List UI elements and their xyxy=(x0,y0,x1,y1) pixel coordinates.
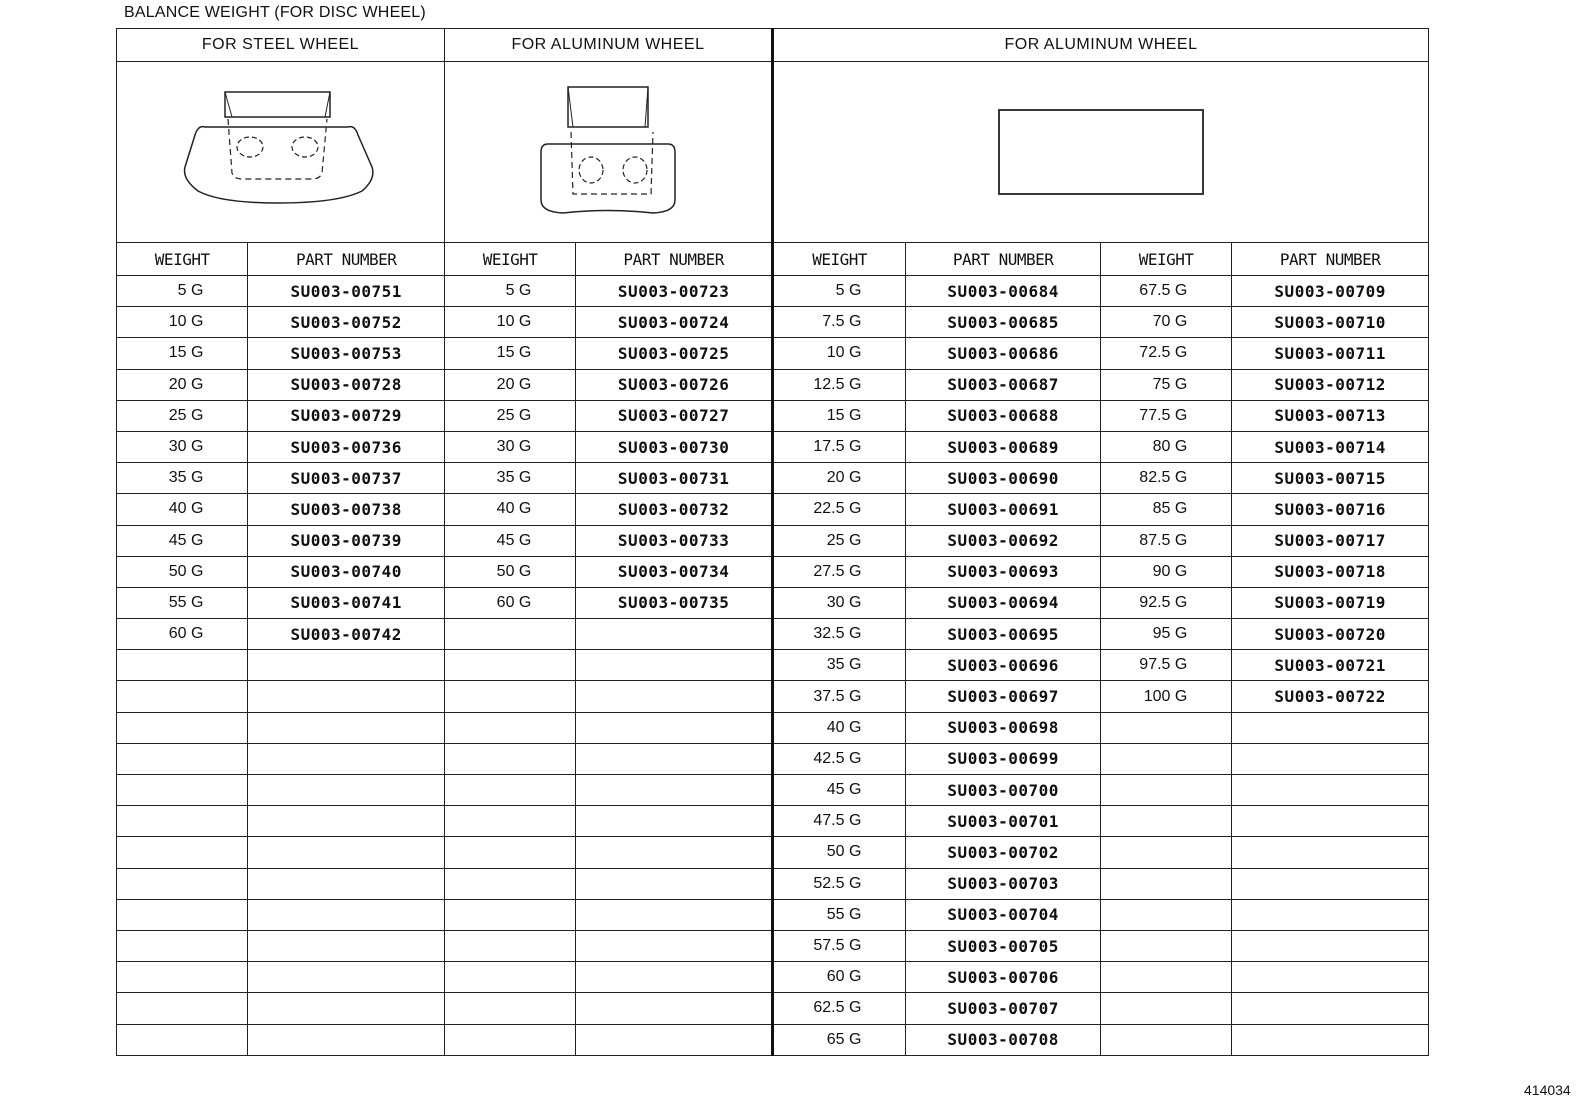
section-aluminum-wheel-clip: FOR ALUMINUM WHEEL xyxy=(444,29,772,62)
alu-clip-weight-cell: 40 G xyxy=(444,494,575,525)
alu-adhesive-b-weight-cell xyxy=(1100,775,1231,806)
steel-weight-cell: 5 G xyxy=(117,276,248,307)
alu-clip-weight-cell xyxy=(444,619,575,650)
steel-weight-cell xyxy=(117,837,248,868)
alu-adhesive-a-weight-cell: 30 G xyxy=(772,587,905,618)
alu-adhesive-b-weight-cell: 80 G xyxy=(1100,431,1231,462)
table-row xyxy=(117,619,1429,650)
table-row xyxy=(117,681,1429,712)
steel-weight-cell xyxy=(117,806,248,837)
alu-adhesive-a-weight-cell: 12.5 G xyxy=(772,369,905,400)
alu-adhesive-a-weight-cell: 42.5 G xyxy=(772,743,905,774)
alu-adhesive-a-part-number-cell: SU003-00702 xyxy=(906,837,1101,868)
alu-adhesive-b-part-number-cell: SU003-00721 xyxy=(1232,650,1429,681)
steel-part-number-cell xyxy=(248,899,445,930)
balance-weight-table xyxy=(116,28,1429,1056)
alu-adhesive-b-weight-cell xyxy=(1100,743,1231,774)
alu-adhesive-a-part-number-cell: SU003-00698 xyxy=(906,712,1101,743)
alu-adhesive-b-part-number-cell: SU003-00714 xyxy=(1232,431,1429,462)
steel-weight-cell: 45 G xyxy=(117,525,248,556)
steel-weight-cell xyxy=(117,650,248,681)
alu-adhesive-b-part-number-cell: SU003-00717 xyxy=(1232,525,1429,556)
table-row xyxy=(117,837,1429,868)
steel-weight-cell xyxy=(117,712,248,743)
steel-weight-cell xyxy=(117,681,248,712)
alu-clip-weight-cell: 35 G xyxy=(444,463,575,494)
alu-clip-part-number-cell: SU003-00730 xyxy=(576,431,773,462)
alu-adhesive-b-part-number-cell: SU003-00713 xyxy=(1232,400,1429,431)
alu-clip-part-number-cell xyxy=(576,681,773,712)
alu-clip-weight-cell: 45 G xyxy=(444,525,575,556)
table-row xyxy=(117,400,1429,431)
col-header-alu-adhesive-part-number-a: PART NUMBER xyxy=(906,243,1101,276)
table-row xyxy=(117,431,1429,462)
alu-adhesive-a-weight-cell: 10 G xyxy=(772,338,905,369)
alu-clip-weight-cell: 20 G xyxy=(444,369,575,400)
alu-adhesive-a-part-number-cell: SU003-00686 xyxy=(906,338,1101,369)
alu-clip-part-number-cell: SU003-00733 xyxy=(576,525,773,556)
table-row xyxy=(117,556,1429,587)
table-row xyxy=(117,587,1429,618)
alu-adhesive-b-weight-cell: 100 G xyxy=(1100,681,1231,712)
alu-adhesive-a-part-number-cell: SU003-00689 xyxy=(906,431,1101,462)
alu-clip-weight-cell: 30 G xyxy=(444,431,575,462)
alu-adhesive-b-part-number-cell: SU003-00710 xyxy=(1232,307,1429,338)
steel-part-number-cell xyxy=(248,806,445,837)
alu-adhesive-b-weight-cell xyxy=(1100,806,1231,837)
alu-adhesive-a-weight-cell: 45 G xyxy=(772,775,905,806)
alu-adhesive-a-part-number-cell: SU003-00701 xyxy=(906,806,1101,837)
col-header-alu-clip-weight: WEIGHT xyxy=(444,243,575,276)
alu-clip-weight-cell: 50 G xyxy=(444,556,575,587)
alu-clip-part-number-cell xyxy=(576,899,773,930)
alu-adhesive-a-part-number-cell: SU003-00697 xyxy=(906,681,1101,712)
steel-part-number-cell: SU003-00736 xyxy=(248,431,445,462)
alu-adhesive-b-part-number-cell xyxy=(1232,899,1429,930)
alu-clip-weight-cell xyxy=(444,681,575,712)
section-steel-wheel: FOR STEEL WHEEL xyxy=(117,29,445,62)
alu-adhesive-a-part-number-cell: SU003-00684 xyxy=(906,276,1101,307)
alu-clip-weight-cell xyxy=(444,712,575,743)
table-row xyxy=(117,743,1429,774)
alu-adhesive-a-weight-cell: 7.5 G xyxy=(772,307,905,338)
steel-part-number-cell: SU003-00751 xyxy=(248,276,445,307)
alu-adhesive-a-part-number-cell: SU003-00688 xyxy=(906,400,1101,431)
steel-weight-cell: 55 G xyxy=(117,587,248,618)
alu-adhesive-b-weight-cell: 90 G xyxy=(1100,556,1231,587)
alu-clip-weight-cell xyxy=(444,806,575,837)
steel-part-number-cell: SU003-00729 xyxy=(248,400,445,431)
alu-clip-part-number-cell xyxy=(576,993,773,1024)
alu-adhesive-b-part-number-cell: SU003-00716 xyxy=(1232,494,1429,525)
alu-adhesive-b-part-number-cell xyxy=(1232,806,1429,837)
alu-adhesive-b-weight-cell: 87.5 G xyxy=(1100,525,1231,556)
alu-adhesive-b-part-number-cell: SU003-00711 xyxy=(1232,338,1429,369)
steel-part-number-cell: SU003-00737 xyxy=(248,463,445,494)
table-row xyxy=(117,899,1429,930)
table-row xyxy=(117,276,1429,307)
alu-adhesive-b-weight-cell xyxy=(1100,899,1231,930)
alu-clip-weight-cell xyxy=(444,868,575,899)
alu-adhesive-b-part-number-cell: SU003-00720 xyxy=(1232,619,1429,650)
steel-weight-cell xyxy=(117,868,248,899)
steel-weight-cell xyxy=(117,743,248,774)
alu-adhesive-a-part-number-cell: SU003-00699 xyxy=(906,743,1101,774)
col-header-alu-adhesive-part-number-b: PART NUMBER xyxy=(1232,243,1429,276)
alu-adhesive-a-weight-cell: 32.5 G xyxy=(772,619,905,650)
alu-adhesive-a-part-number-cell: SU003-00693 xyxy=(906,556,1101,587)
figure-number: 414034 xyxy=(1524,1082,1571,1098)
alu-adhesive-a-part-number-cell: SU003-00703 xyxy=(906,868,1101,899)
steel-weight-cell: 35 G xyxy=(117,463,248,494)
alu-clip-part-number-cell xyxy=(576,962,773,993)
alu-clip-part-number-cell xyxy=(576,837,773,868)
alu-adhesive-a-weight-cell: 57.5 G xyxy=(772,930,905,961)
steel-part-number-cell xyxy=(248,993,445,1024)
table-row xyxy=(117,494,1429,525)
steel-part-number-cell xyxy=(248,681,445,712)
alu-clip-weight-cell: 10 G xyxy=(444,307,575,338)
alu-clip-weight-cell xyxy=(444,650,575,681)
alu-clip-part-number-cell: SU003-00725 xyxy=(576,338,773,369)
col-header-alu-clip-part-number: PART NUMBER xyxy=(576,243,773,276)
alu-clip-part-number-cell xyxy=(576,930,773,961)
steel-part-number-cell xyxy=(248,1024,445,1055)
col-header-alu-adhesive-weight-a: WEIGHT xyxy=(772,243,905,276)
steel-weight-cell: 60 G xyxy=(117,619,248,650)
alu-adhesive-a-weight-cell: 15 G xyxy=(772,400,905,431)
alu-adhesive-b-part-number-cell: SU003-00715 xyxy=(1232,463,1429,494)
col-header-steel-part-number: PART NUMBER xyxy=(248,243,445,276)
alu-adhesive-b-weight-cell: 75 G xyxy=(1100,369,1231,400)
steel-weight-cell: 40 G xyxy=(117,494,248,525)
steel-weight-cell: 50 G xyxy=(117,556,248,587)
alu-clip-weight-cell: 25 G xyxy=(444,400,575,431)
steel-part-number-cell: SU003-00739 xyxy=(248,525,445,556)
steel-part-number-cell xyxy=(248,868,445,899)
page-title: BALANCE WEIGHT (FOR DISC WHEEL) xyxy=(124,4,426,21)
alu-clip-part-number-cell xyxy=(576,868,773,899)
alu-clip-weight-cell xyxy=(444,962,575,993)
steel-part-number-cell xyxy=(248,775,445,806)
steel-part-number-cell xyxy=(248,650,445,681)
alu-clip-part-number-cell xyxy=(576,806,773,837)
table-row xyxy=(117,962,1429,993)
table-row xyxy=(117,806,1429,837)
alu-clip-part-number-cell xyxy=(576,775,773,806)
alu-adhesive-b-part-number-cell xyxy=(1232,962,1429,993)
alu-clip-part-number-cell: SU003-00735 xyxy=(576,587,773,618)
table-row xyxy=(117,930,1429,961)
alu-clip-part-number-cell: SU003-00731 xyxy=(576,463,773,494)
alu-clip-weight-cell: 60 G xyxy=(444,587,575,618)
steel-weight-cell: 15 G xyxy=(117,338,248,369)
alu-adhesive-a-weight-cell: 55 G xyxy=(772,899,905,930)
alu-adhesive-a-weight-cell: 60 G xyxy=(772,962,905,993)
alu-adhesive-b-weight-cell xyxy=(1100,712,1231,743)
alu-adhesive-b-part-number-cell xyxy=(1232,743,1429,774)
alu-adhesive-b-part-number-cell: SU003-00719 xyxy=(1232,587,1429,618)
section-aluminum-wheel-adhesive: FOR ALUMINUM WHEEL xyxy=(772,29,1428,62)
alu-adhesive-a-weight-cell: 22.5 G xyxy=(772,494,905,525)
steel-part-number-cell: SU003-00740 xyxy=(248,556,445,587)
steel-weight-cell xyxy=(117,930,248,961)
alu-adhesive-a-part-number-cell: SU003-00705 xyxy=(906,930,1101,961)
alu-clip-part-number-cell xyxy=(576,712,773,743)
alu-adhesive-b-weight-cell: 82.5 G xyxy=(1100,463,1231,494)
alu-clip-weight-cell: 5 G xyxy=(444,276,575,307)
steel-part-number-cell xyxy=(248,962,445,993)
steel-part-number-cell: SU003-00741 xyxy=(248,587,445,618)
alu-clip-weight-cell: 15 G xyxy=(444,338,575,369)
steel-weight-cell xyxy=(117,1024,248,1055)
alu-clip-part-number-cell xyxy=(576,619,773,650)
alu-adhesive-b-part-number-cell xyxy=(1232,1024,1429,1055)
alu-clip-weight-cell xyxy=(444,993,575,1024)
alu-adhesive-b-part-number-cell xyxy=(1232,868,1429,899)
alu-adhesive-a-weight-cell: 27.5 G xyxy=(772,556,905,587)
col-header-steel-weight: WEIGHT xyxy=(117,243,248,276)
steel-weight-cell xyxy=(117,899,248,930)
alu-adhesive-a-part-number-cell: SU003-00687 xyxy=(906,369,1101,400)
alu-adhesive-a-weight-cell: 50 G xyxy=(772,837,905,868)
steel-weight-cell xyxy=(117,993,248,1024)
alu-adhesive-b-weight-cell xyxy=(1100,993,1231,1024)
alu-adhesive-a-weight-cell: 5 G xyxy=(772,276,905,307)
alu-clip-weight-cell xyxy=(444,899,575,930)
table-row xyxy=(117,775,1429,806)
table-row xyxy=(117,338,1429,369)
table-row xyxy=(117,1024,1429,1055)
alu-adhesive-a-part-number-cell: SU003-00691 xyxy=(906,494,1101,525)
alu-adhesive-a-weight-cell: 52.5 G xyxy=(772,868,905,899)
steel-weight-cell: 30 G xyxy=(117,431,248,462)
steel-part-number-cell: SU003-00752 xyxy=(248,307,445,338)
steel-part-number-cell: SU003-00753 xyxy=(248,338,445,369)
alu-clip-weight-cell xyxy=(444,743,575,774)
alu-adhesive-b-weight-cell: 95 G xyxy=(1100,619,1231,650)
steel-weight-cell xyxy=(117,775,248,806)
alu-adhesive-a-part-number-cell: SU003-00696 xyxy=(906,650,1101,681)
alu-adhesive-b-part-number-cell xyxy=(1232,993,1429,1024)
alu-adhesive-a-part-number-cell: SU003-00707 xyxy=(906,993,1101,1024)
alu-clip-part-number-cell: SU003-00734 xyxy=(576,556,773,587)
alu-adhesive-b-weight-cell xyxy=(1100,837,1231,868)
adhesive-weight-icon xyxy=(991,102,1211,202)
alu-adhesive-a-weight-cell: 65 G xyxy=(772,1024,905,1055)
steel-weight-cell: 10 G xyxy=(117,307,248,338)
alu-adhesive-b-part-number-cell xyxy=(1232,837,1429,868)
alu-adhesive-a-part-number-cell: SU003-00694 xyxy=(906,587,1101,618)
alu-adhesive-a-part-number-cell: SU003-00706 xyxy=(906,962,1101,993)
alu-clip-part-number-cell: SU003-00727 xyxy=(576,400,773,431)
alu-adhesive-a-weight-cell: 35 G xyxy=(772,650,905,681)
alu-adhesive-a-part-number-cell: SU003-00700 xyxy=(906,775,1101,806)
alu-adhesive-b-part-number-cell: SU003-00712 xyxy=(1232,369,1429,400)
table-row xyxy=(117,525,1429,556)
alu-clip-part-number-cell: SU003-00726 xyxy=(576,369,773,400)
alu-adhesive-a-weight-cell: 20 G xyxy=(772,463,905,494)
table-row xyxy=(117,868,1429,899)
alu-adhesive-b-weight-cell: 67.5 G xyxy=(1100,276,1231,307)
aluminum-clip-weight-illustration xyxy=(444,62,772,243)
table-row xyxy=(117,307,1429,338)
alu-adhesive-b-weight-cell xyxy=(1100,930,1231,961)
alu-adhesive-b-part-number-cell: SU003-00709 xyxy=(1232,276,1429,307)
alu-adhesive-a-weight-cell: 62.5 G xyxy=(772,993,905,1024)
alu-adhesive-a-weight-cell: 47.5 G xyxy=(772,806,905,837)
alu-clip-weight-cell xyxy=(444,775,575,806)
alu-adhesive-b-weight-cell: 77.5 G xyxy=(1100,400,1231,431)
steel-weight-cell: 20 G xyxy=(117,369,248,400)
col-header-alu-adhesive-weight-b: WEIGHT xyxy=(1100,243,1231,276)
alu-adhesive-b-weight-cell: 97.5 G xyxy=(1100,650,1231,681)
alu-adhesive-b-part-number-cell xyxy=(1232,775,1429,806)
alu-adhesive-a-part-number-cell: SU003-00692 xyxy=(906,525,1101,556)
steel-clip-weight-icon xyxy=(180,87,380,217)
alu-clip-part-number-cell: SU003-00724 xyxy=(576,307,773,338)
table-row xyxy=(117,712,1429,743)
alu-clip-weight-cell xyxy=(444,837,575,868)
alu-adhesive-b-weight-cell: 92.5 G xyxy=(1100,587,1231,618)
steel-weight-cell: 25 G xyxy=(117,400,248,431)
alu-clip-part-number-cell xyxy=(576,650,773,681)
alu-clip-part-number-cell: SU003-00732 xyxy=(576,494,773,525)
alu-adhesive-b-weight-cell: 70 G xyxy=(1100,307,1231,338)
steel-part-number-cell xyxy=(248,837,445,868)
alu-adhesive-b-part-number-cell: SU003-00718 xyxy=(1232,556,1429,587)
alu-adhesive-a-part-number-cell: SU003-00708 xyxy=(906,1024,1101,1055)
alu-adhesive-a-part-number-cell: SU003-00695 xyxy=(906,619,1101,650)
alu-clip-part-number-cell: SU003-00723 xyxy=(576,276,773,307)
alu-adhesive-b-weight-cell xyxy=(1100,962,1231,993)
alu-clip-part-number-cell xyxy=(576,743,773,774)
steel-part-number-cell xyxy=(248,930,445,961)
table-row xyxy=(117,993,1429,1024)
alu-adhesive-a-part-number-cell: SU003-00685 xyxy=(906,307,1101,338)
alu-adhesive-b-weight-cell xyxy=(1100,1024,1231,1055)
table-row xyxy=(117,369,1429,400)
alu-adhesive-a-weight-cell: 25 G xyxy=(772,525,905,556)
steel-part-number-cell xyxy=(248,712,445,743)
alu-adhesive-a-weight-cell: 40 G xyxy=(772,712,905,743)
alu-adhesive-a-weight-cell: 17.5 G xyxy=(772,431,905,462)
alu-adhesive-b-weight-cell xyxy=(1100,868,1231,899)
steel-weight-cell xyxy=(117,962,248,993)
alu-clip-weight-cell xyxy=(444,930,575,961)
alu-adhesive-b-part-number-cell xyxy=(1232,930,1429,961)
steel-part-number-cell: SU003-00742 xyxy=(248,619,445,650)
alu-adhesive-a-weight-cell: 37.5 G xyxy=(772,681,905,712)
aluminum-clip-weight-icon xyxy=(533,82,683,222)
alu-adhesive-b-weight-cell: 85 G xyxy=(1100,494,1231,525)
alu-adhesive-b-part-number-cell xyxy=(1232,712,1429,743)
alu-adhesive-a-part-number-cell: SU003-00704 xyxy=(906,899,1101,930)
alu-adhesive-a-part-number-cell: SU003-00690 xyxy=(906,463,1101,494)
table-row xyxy=(117,463,1429,494)
table-row xyxy=(117,650,1429,681)
steel-clip-weight-illustration xyxy=(117,62,445,243)
steel-part-number-cell: SU003-00738 xyxy=(248,494,445,525)
steel-part-number-cell: SU003-00728 xyxy=(248,369,445,400)
alu-adhesive-b-part-number-cell: SU003-00722 xyxy=(1232,681,1429,712)
alu-adhesive-b-weight-cell: 72.5 G xyxy=(1100,338,1231,369)
alu-clip-part-number-cell xyxy=(576,1024,773,1055)
adhesive-weight-illustration xyxy=(772,62,1428,243)
steel-part-number-cell xyxy=(248,743,445,774)
alu-clip-weight-cell xyxy=(444,1024,575,1055)
